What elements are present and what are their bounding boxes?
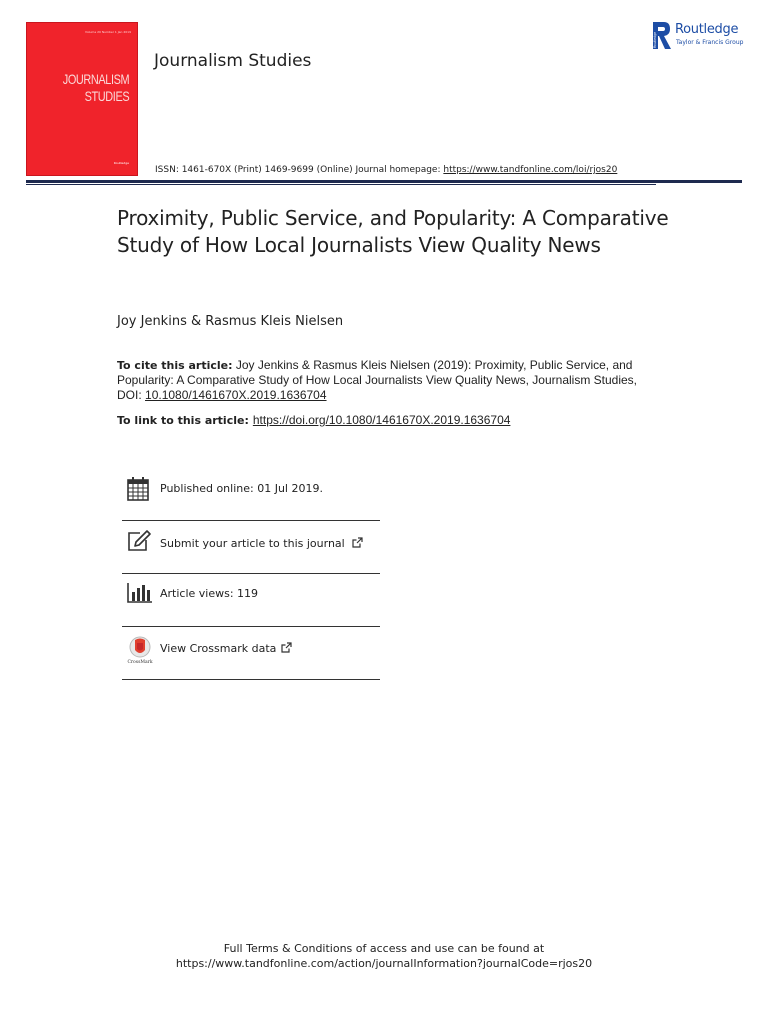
- cover-title-line2: STUDIES: [84, 88, 129, 104]
- issn-text: ISSN: 1461-670X (Print) 1469-9699 (Online) Journal homepage:: [155, 165, 444, 175]
- info-divider: [122, 626, 380, 627]
- calendar-icon: [127, 476, 149, 501]
- terms-footer: [0, 941, 768, 971]
- header-rule: [26, 180, 742, 183]
- link-label: To link to this article:: [117, 414, 249, 427]
- crossmark-link[interactable]: [160, 642, 292, 655]
- bar-chart-icon: [127, 583, 153, 603]
- journal-homepage-link[interactable]: https://www.tandfonline.com/loi/rjos20: [443, 165, 618, 175]
- info-divider: [122, 573, 380, 574]
- publisher-subtitle: Taylor & Francis Group: [676, 39, 744, 46]
- publisher-logo: [653, 22, 748, 50]
- cover-publisher-logo: Routledge: [113, 161, 129, 165]
- article-title: Proximity, Public Service, and Popularity: A Comparative Study of How Local Journalists View Quality News: [117, 206, 669, 257]
- routledge-r-icon: [653, 22, 671, 49]
- issn-line: [155, 165, 617, 175]
- journal-name: Journalism Studies: [154, 51, 312, 71]
- article-authors: Joy Jenkins & Rasmus Kleis Nielsen: [117, 314, 344, 329]
- cover-title: [63, 71, 129, 105]
- info-divider: [122, 520, 380, 521]
- published-online-row: [122, 476, 380, 502]
- publisher-name: Routledge: [675, 22, 739, 37]
- article-link-line: [117, 413, 510, 427]
- cite-text: Joy Jenkins & Rasmus Kleis Nielsen (2019): Proximity, Public Service, and Popularity: A Comparative Study of How Local Journalists View Quality News, Journalism Studies, DOI:: [117, 358, 638, 402]
- footer-line1: Full Terms & Conditions of access and use can be found at: [223, 942, 545, 955]
- info-divider: [122, 679, 380, 680]
- footer-terms-url[interactable]: https://www.tandfonline.com/action/journalInformation?journalCode=rjos20: [175, 957, 593, 970]
- cite-doi-link[interactable]: 10.1080/1461670X.2019.1636704: [145, 388, 327, 402]
- crossmark-row[interactable]: [122, 636, 380, 664]
- routledge-vertical-text: Routledge: [653, 31, 658, 48]
- cite-label: To cite this article:: [117, 359, 233, 372]
- cover-volume-line: Volume 20 Number 1 Jan 2019: [85, 30, 131, 34]
- external-link-icon: [352, 537, 363, 548]
- header-rule-thin: [26, 184, 656, 185]
- article-views-row: [122, 583, 380, 605]
- article-views-text: Article views: 119: [160, 587, 259, 600]
- submit-article-text: Submit your article to this journal: [160, 537, 345, 550]
- article-doi-link[interactable]: https://doi.org/10.1080/1461670X.2019.1636704: [252, 413, 511, 427]
- submit-article-link[interactable]: [160, 537, 363, 550]
- cover-title-line1: JOURNALISM: [62, 71, 129, 87]
- citation-block: [117, 358, 657, 403]
- crossmark-text: View Crossmark data: [160, 642, 277, 655]
- submit-article-row[interactable]: [122, 530, 380, 554]
- edit-pencil-icon: [127, 530, 151, 552]
- crossmark-icon: [127, 636, 153, 664]
- crossmark-badge-text: CrossMark: [127, 660, 153, 664]
- journal-cover-image: [26, 22, 138, 176]
- published-online-text: Published online: 01 Jul 2019.: [160, 482, 323, 495]
- external-link-icon: [281, 642, 292, 653]
